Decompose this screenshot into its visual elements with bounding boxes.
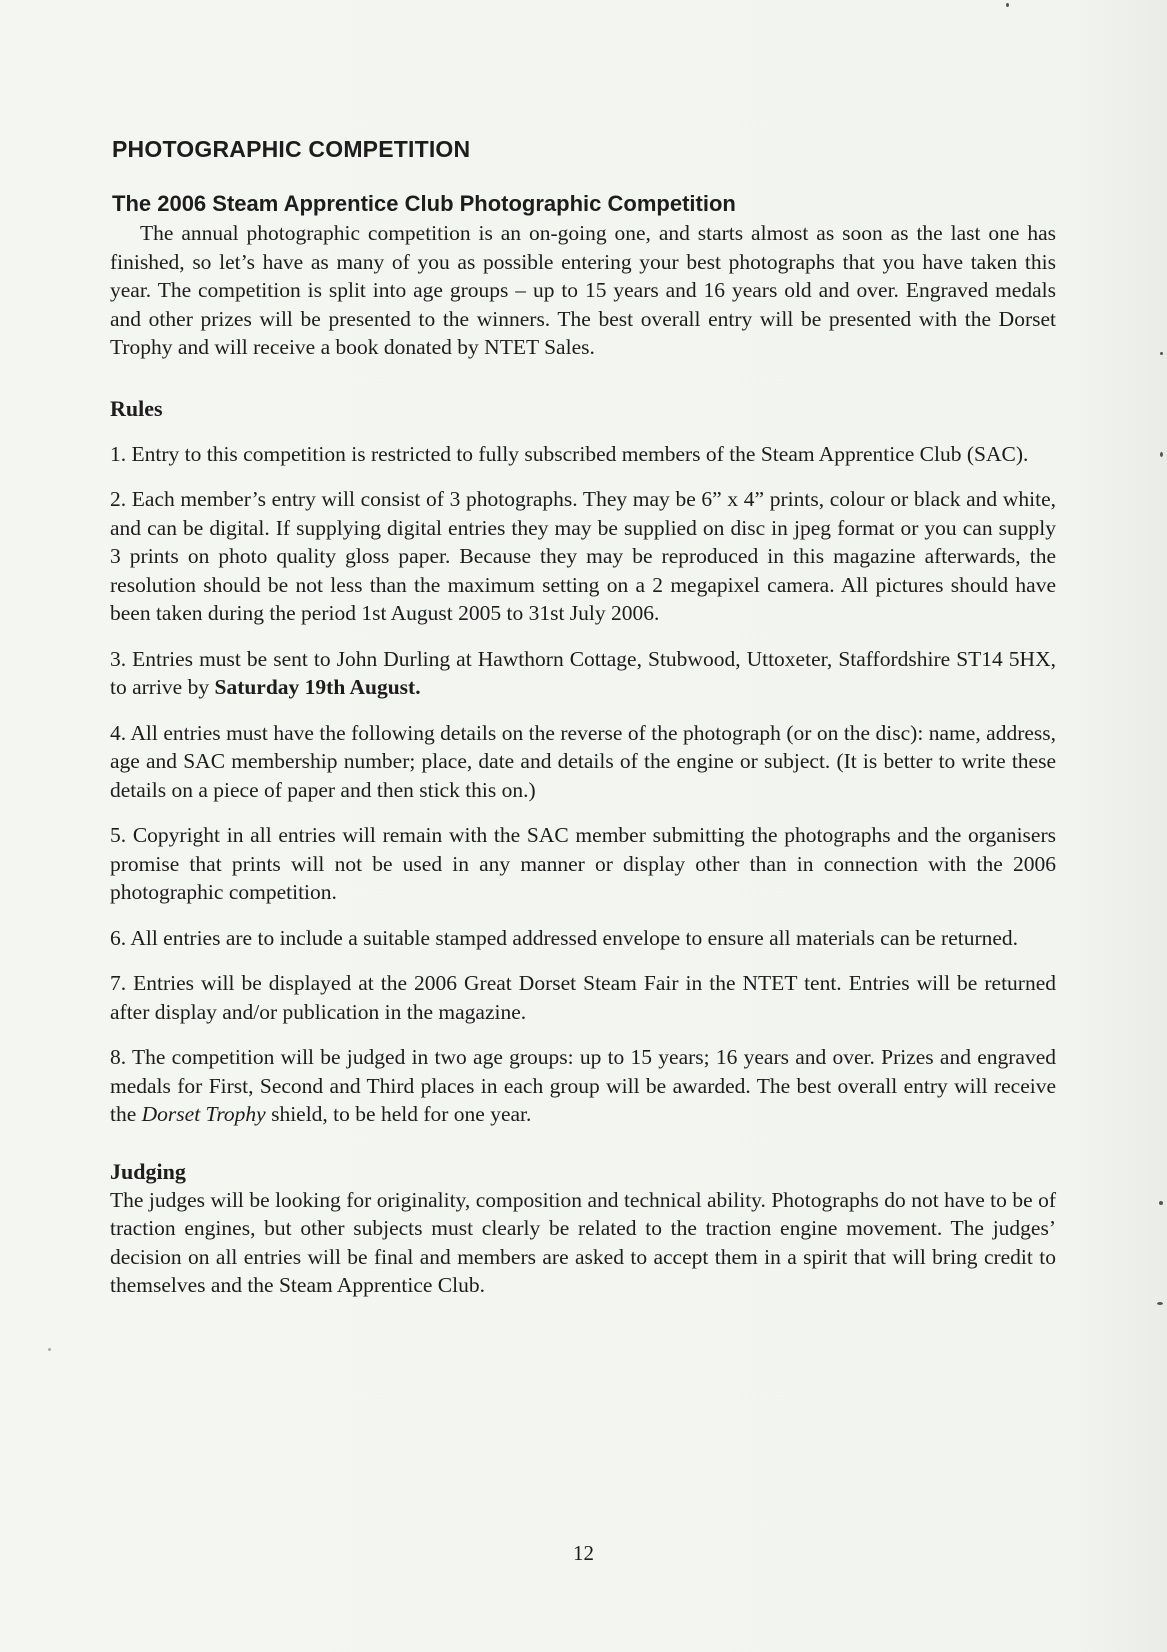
- rule-8: [110, 1043, 1056, 1129]
- rule-8-tail: shield, to be held for one year.: [265, 1102, 532, 1126]
- rules-heading: Rules: [110, 395, 163, 421]
- rule-2: 2. Each member’s entry will consist of 3 photographs. They may be 6” x 4” prints, colour or black and white, and can be digital. If supplying digital entries they may be supplied on disc in jpeg format or you can supply 3 prints on photo quality gloss paper. Because they may be reproduced in this magazine afterwards, the resolution should be not less than the maximum setting on a 2 megapixel camera. All pictures should have been taken during the period 1st August 2005 to 31st July 2006.: [110, 487, 1056, 625]
- page-number: 12: [573, 1541, 594, 1565]
- judging-paragraph: The judges will be looking for originality, composition and technical ability. Photographs do not have to be of traction engines, but other subjects must clearly be related to the traction engine movement. The judges’ decision on all entries will be final and members are asked to accept them in a spirit that will bring credit to themselves and the Steam Apprentice Club.: [110, 1187, 1056, 1297]
- scan-speck: [1160, 452, 1163, 457]
- rule-3-text: 3. Entries must be sent to John Durling at Hawthorn Cottage, Stubwood, Uttoxeter, Staffordshire ST14 5HX, to arrive by: [110, 646, 1056, 699]
- rule-1: 1. Entry to this competition is restricted to fully subscribed members of the Steam Apprentice Club (SAC).: [110, 441, 1029, 466]
- article-subtitle: The 2006 Steam Apprentice Club Photographic Competition: [112, 191, 736, 216]
- rule-4: 4. All entries must have the following details on the reverse of the photograph (or on the disc): name, address, age and SAC membership number; place, date and details of the engine or subject. (It is better to write these details on a piece of paper and then stick this on.): [110, 720, 1056, 802]
- article: [110, 136, 1056, 1300]
- judging-heading: Judging: [110, 1158, 186, 1184]
- scan-speck: [1160, 352, 1163, 355]
- scan-speck: [1159, 1201, 1163, 1205]
- intro-paragraph: The annual photographic competition is an on-going one, and starts almost as soon as the last one has finished, so let’s have as many of you as possible entering your best photographs that you have taken this year. The competition is split into age groups – up to 15 years and 16 years old and over. Engraved medals and other prizes will be presented to the winners. The best overall entry will be presented with the Dorset Trophy and will receive a book donated by NTET Sales.: [110, 221, 1056, 359]
- rule-8-text: 8. The competition will be judged in two age groups: up to 15 years; 16 years and over. Prizes and engraved medals for First, Second and Third places in each group will be awarded. The best overall entry will receive the: [110, 1045, 1056, 1126]
- scan-speck: [48, 1348, 51, 1351]
- rule-7: 7. Entries will be displayed at the 2006 Great Dorset Steam Fair in the NTET tent. Entries will be returned after display and/or publication in the magazine.: [110, 971, 1056, 1024]
- rule-6: 6. All entries are to include a suitable stamped addressed envelope to ensure all materials can be returned.: [110, 925, 1019, 950]
- trophy-name: Dorset Trophy: [141, 1102, 266, 1126]
- rule-3: [110, 645, 1056, 702]
- section-title: PHOTOGRAPHIC COMPETITION: [112, 136, 471, 162]
- deadline-date: Saturday 19th August.: [214, 675, 421, 699]
- rule-5: 5. Copyright in all entries will remain with the SAC member submitting the photographs and the organisers promise that prints will not be used in any manner or display other than in connection with the 2006 photographic competition.: [110, 823, 1056, 904]
- scan-speck: [1006, 3, 1009, 7]
- scan-speck: [1157, 1302, 1163, 1305]
